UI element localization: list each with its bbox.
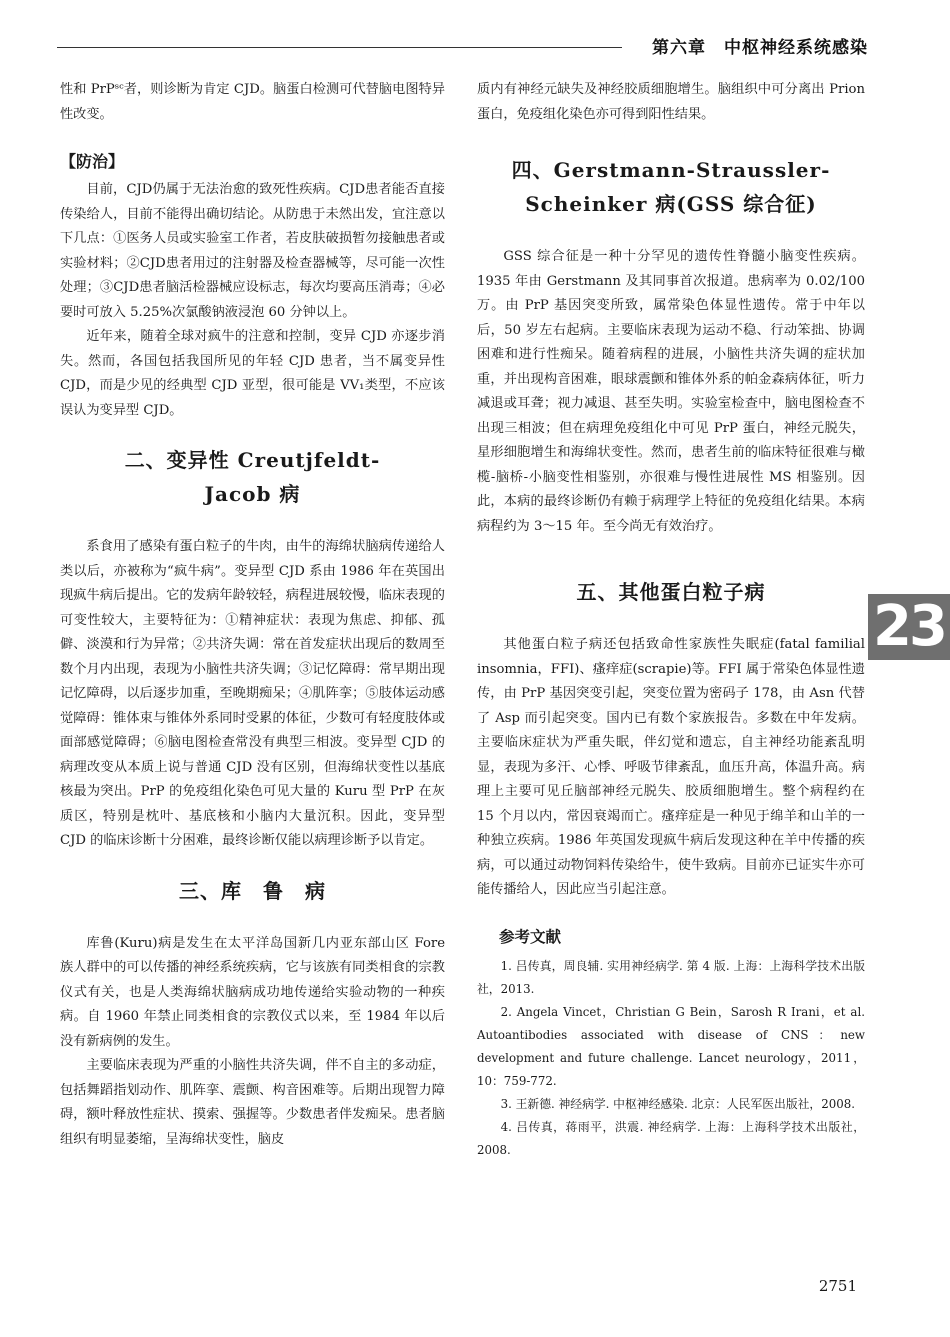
left-column bbox=[60, 78, 445, 1152]
gss-paragraph: GSS 综合征是一种十分罕见的遗传性脊髓小脑变性疾病。1935 年由 Gerstmann 及其同事首次报道。患病率为 0.02/100 万。由 PrP 基因突变所致，属常染色体显性遗传。常于中年以后，50 岁左右起病。主要临床表现为运动不稳、行动笨拙、协调困难和进行性痴呆。随着病程的进展，小脑性共济失调的症状加重，并出现构音困难，眼球震颤和锥体外系的帕金森病体征，听力减退或耳聋；视力减退、甚至失明。实验室检查中，脑电图检查不出现三相波；但在病理免疫组化中可见 PrP 蛋白，神经元脱失，星形细胞增生和海绵状变性。然而，患者生前的临床特征很难与橄榄-脑桥-小脑变性相鉴别，亦很难与慢性进展性 MS 相鉴别。因此，本病的最终诊断仍有赖于病理学上特征的免疫组化结果。本病病程约为 3～15 年。至今尚无有效治疗。 bbox=[477, 249, 865, 534]
section-heading-gss bbox=[477, 153, 865, 221]
references-heading: 参考文献 bbox=[499, 927, 562, 946]
reference-item: 2. Angela Vincet，Christian G Bein，Sarosh R Irani，et al. Autoantibodies associated with disease of CNS：new development and future challenge. Lancet neurology，2011，10：759-772. bbox=[477, 1004, 865, 1088]
section-heading-other-prion: 五、其他蛋白粒子病 bbox=[576, 580, 766, 604]
running-header: 第六章 中枢神经系统感染 bbox=[652, 38, 868, 58]
prevention-paragraph-1: 目前，CJD仍属于无法治愈的致死性疾病。CJD患者能否直接传染给人，目前不能得出确切结论。从防患于未然出发，宜注意以下几点：①医务人员或实验室工作者，若皮肤破损暂勿接触患者或实验材料；②CJD患者用过的注射器及检查器械等，尽可能一次性处理；③CJD患者脑活检器械应设标志，每次均要高压消毒；④必要时可放入 5.25%次氯酸钠液浸泡 60 分钟以上。 bbox=[60, 182, 445, 320]
page-number: 2751 bbox=[818, 1277, 857, 1295]
variant-cjd-paragraph: 系食用了感染有蛋白粒子的牛肉，由牛的海绵状脑病传递给人类以后，亦被称为“疯牛病”。变异型 CJD 系由 1986 年在英国出现疯牛病后提出。它的发病年龄较轻，病程进展较慢，临床表现的可变性较大，主要特征为：①精神症状：表现为焦虑、抑郁、孤僻、淡漠和行为异常；②共济失调：常在首发症状出现后的数周至数个月内出现，表现为小脑性共济失调；③记忆障碍：常早期出现记忆障碍，以后逐步加重，至晚期痴呆；④肌阵挛；⑤肢体运动感觉障碍：锥体束与锥体外系同时受累的体征，少数可有轻度肢体或面部感觉障碍；⑥脑电图检查常没有典型三相波。变异型 CJD 的病理改变从本质上说与普通 CJD 没有区别，但海绵状变性以基底核最为突出。PrP 的免疫组化染色可见大量的 Kuru 型 PrP 在灰质区，特别是枕叶、基底核和小脑内大量沉积。因此，变异型 CJD 的临床诊断十分困难，最终诊断仅能以病理诊断予以肯定。 bbox=[60, 539, 445, 848]
reference-item: 3. 王新德. 神经病学. 中枢神经感染. 北京：人民军医出版社，2008. bbox=[500, 1096, 855, 1111]
reference-item: 1. 吕传真，周良辅. 实用神经病学. 第 4 版. 上海：上海科学技术出版社，2013. bbox=[477, 958, 865, 996]
section-heading-line: Scheinker 病(GSS 综合征) bbox=[525, 192, 817, 216]
section-heading-variant-cjd bbox=[60, 443, 445, 511]
section-heading-line: 二、变异性 Creutjfeldt- bbox=[124, 448, 381, 472]
reference-item: 4. 吕传真，蒋雨平，洪震. 神经病学. 上海：上海科学技术出版社，2008. bbox=[477, 1119, 865, 1157]
other-prion-paragraph: 其他蛋白粒子病还包括致命性家族性失眠症(fatal familial insomnia，FFI)、瘙痒症(scrapie)等。FFI 属于常染色体显性遗传，由 PrP 基因突变引起，突变位置为密码子 178，由 Asn 代替了 Asp 而引起突变。国内已有数个家族报告。多数在中年发病。主要临床症状为严重失眠，伴幻觉和遗忘，自主神经功能紊乱明显，表现为多汗、心悸、呼吸节律紊乱，血压升高，体温升高。病理上主要可见丘脑部神经元脱失、胶质细胞增生。整个病程约在 15 个月以内，常因衰竭而亡。瘙痒症是一种见于绵羊和山羊的一种独立疾病。1986 年英国发现疯牛病后发现这种在羊中传播的疾病，可以通过动物饲料传染给牛，使牛致病。目前亦已证实牛亦可能传播给人，因此应当引起注意。 bbox=[477, 637, 865, 897]
header-rule bbox=[57, 47, 622, 48]
section-heading-prevention: 【防治】 bbox=[60, 152, 125, 171]
kuru-paragraph-2: 主要临床表现为严重的小脑性共济失调，伴不自主的多动症，包括舞蹈指划动作、肌阵挛、震颤、构音困难等。后期出现智力障碍，额叶释放性症状、摸索、强握等。少数患者伴发痴呆。患者脑组织有明显萎缩，呈海绵状变性，脑皮 bbox=[60, 1058, 445, 1147]
continued-paragraph: 质内有神经元缺失及神经胶质细胞增生。脑组织中可分离出 Prion 蛋白，免疫组化染色亦可得到阳性结果。 bbox=[477, 82, 865, 122]
prevention-paragraph-2: 近年来，随着全球对疯牛的注意和控制，变异 CJD 亦逐步消失。然而，各国包括我国所见的年轻 CJD 患者，当不属变异性 CJD，而是少见的经典型 CJD 亚型，很可能是 VV₁类型，不应该误认为变异型 CJD。 bbox=[60, 329, 445, 418]
kuru-paragraph-1: 库鲁(Kuru)病是发生在太平洋岛国新几内亚东部山区 Fore 族人群中的可以传播的神经系统疾病，它与该族有同类相食的宗教仪式有关，也是人类海绵状脑病成功地传递给实验动物的一种疾病。自 1960 年禁止同类相食的宗教仪式以来，至 1984 年以后没有新病例的发生。 bbox=[60, 935, 445, 1049]
section-heading-line: 四、Gerstmann-Straussler- bbox=[511, 158, 831, 182]
section-heading-line: Jacob 病 bbox=[204, 482, 301, 506]
section-heading-kuru: 三、库 鲁 病 bbox=[179, 878, 326, 903]
right-column bbox=[477, 78, 865, 1162]
chapter-tab: 23 bbox=[868, 594, 950, 660]
intro-paragraph: 性和 PrPˢᶜ者，则诊断为肯定 CJD。脑蛋白检测可代替脑电图特异性改变。 bbox=[60, 82, 445, 122]
